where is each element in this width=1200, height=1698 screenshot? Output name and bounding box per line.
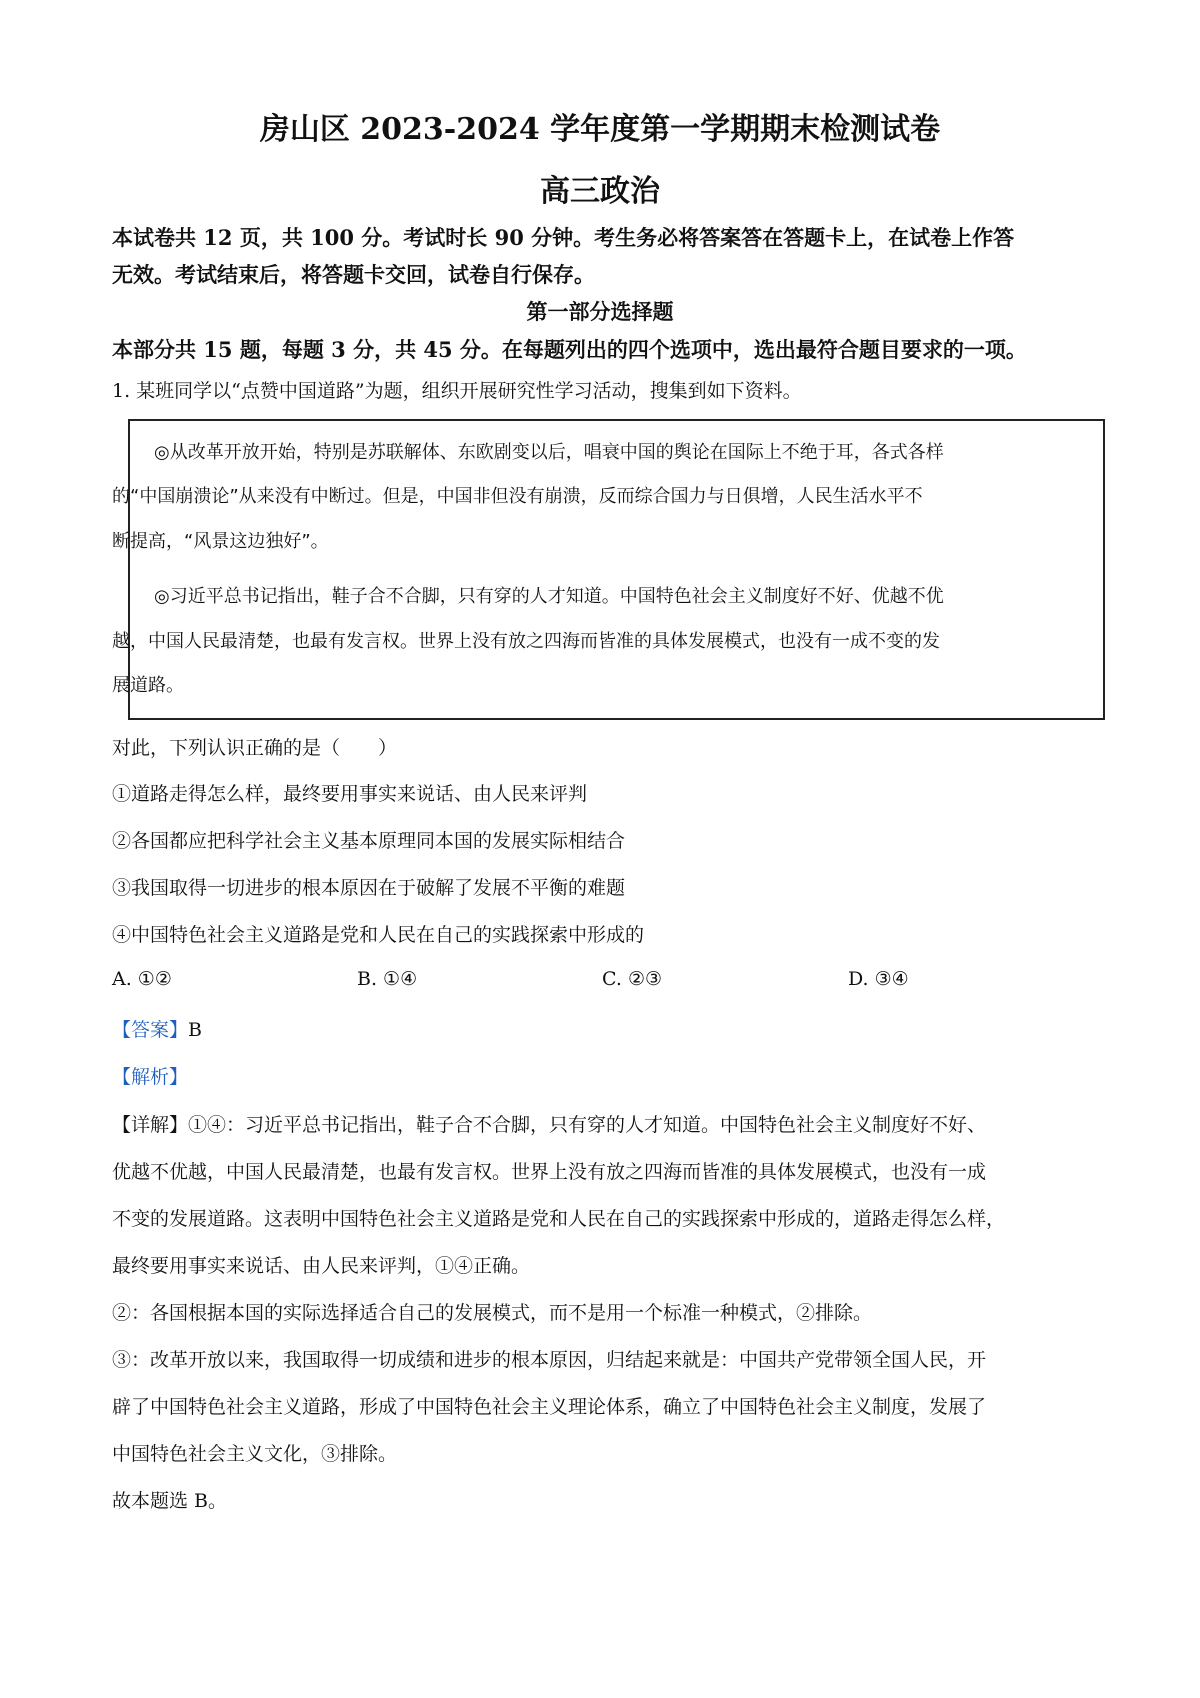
material-line: 展道路。: [112, 675, 184, 696]
instructions-line-2: 无效。考试结束后，将答题卡交回，试卷自行保存。: [112, 262, 595, 287]
answer-label: 【答案】: [112, 1019, 189, 1041]
subject-title: 高三政治: [540, 174, 660, 209]
option-d: D. ③④: [848, 968, 909, 990]
material-line: 越，中国人民最清楚，也最有发言权。世界上没有放之四海而皆准的具体发展模式，也没有一成不变的发: [112, 631, 940, 652]
statement-2: ②各国都应把科学社会主义基本原理同本国的发展实际相结合: [112, 830, 626, 852]
option-a: A. ①②: [112, 968, 172, 990]
part-title: 第一部分选择题: [526, 299, 674, 324]
question-prompt: 对此，下列认识正确的是（ ）: [112, 737, 398, 759]
detail-line: 优越不优越，中国人民最清楚，也最有发言权。世界上没有放之四海而皆准的具体发展模式，也没有一成: [112, 1161, 987, 1183]
detail-line: 最终要用事实来说话、由人民来评判，①④正确。: [112, 1255, 531, 1277]
statement-4: ④中国特色社会主义道路是党和人民在自己的实践探索中形成的: [112, 924, 645, 946]
question-stem: 1. 某班同学以“点赞中国道路”为题，组织开展研究性学习活动，搜集到如下资料。: [112, 380, 802, 402]
page-title: 房山区 2023-2024 学年度第一学期期末检测试卷: [259, 112, 941, 147]
detail-line: 故本题选 B。: [112, 1490, 228, 1512]
material-line: ◎从改革开放开始，特别是苏联解体、东欧剧变以后，唱衰中国的舆论在国际上不绝于耳，各式各样: [154, 442, 944, 463]
material-line: 断提高，“风景这边独好”。: [112, 531, 329, 552]
statement-1: ①道路走得怎么样，最终要用事实来说话、由人民来评判: [112, 783, 588, 805]
detail-line: 【详解】①④：习近平总书记指出，鞋子合不合脚，只有穿的人才知道。中国特色社会主义制度好不好、: [112, 1114, 987, 1136]
material-line: 的“中国崩溃论”从来没有中断过。但是，中国非但没有崩溃，反而综合国力与日俱增，人民生活水平不: [112, 486, 923, 507]
detail-line: 中国特色社会主义文化，③排除。: [112, 1443, 398, 1465]
analysis-label: 【解析】: [112, 1066, 189, 1088]
answer-line: [112, 1015, 202, 1042]
detail-line: 辟了中国特色社会主义道路，形成了中国特色社会主义理论体系，确立了中国特色社会主义制度，发展了: [112, 1396, 987, 1418]
part-description: 本部分共 15 题，每题 3 分，共 45 分。在每题列出的四个选项中，选出最符合题目要求的一项。: [112, 337, 1027, 362]
material-box: [128, 419, 1105, 720]
option-c: C. ②③: [602, 968, 663, 990]
statement-3: ③我国取得一切进步的根本原因在于破解了发展不平衡的难题: [112, 877, 626, 899]
material-line: ◎习近平总书记指出，鞋子合不合脚，只有穿的人才知道。中国特色社会主义制度好不好、优越不优: [154, 586, 944, 607]
detail-line: ③：改革开放以来，我国取得一切成绩和进步的根本原因，归结起来就是：中国共产党带领全国人民，开: [112, 1349, 987, 1371]
detail-line: 不变的发展道路。这表明中国特色社会主义道路是党和人民在自己的实践探索中形成的，道路走得怎么样，: [112, 1208, 1006, 1230]
answer-value: B: [188, 1019, 202, 1041]
instructions-line-1: 本试卷共 12 页，共 100 分。考试时长 90 分钟。考生务必将答案答在答题卡上，在试卷上作答: [112, 225, 1015, 250]
option-b: B. ①④: [357, 968, 418, 990]
detail-line: ②：各国根据本国的实际选择适合自己的发展模式，而不是用一个标准一种模式，②排除。: [112, 1302, 873, 1324]
